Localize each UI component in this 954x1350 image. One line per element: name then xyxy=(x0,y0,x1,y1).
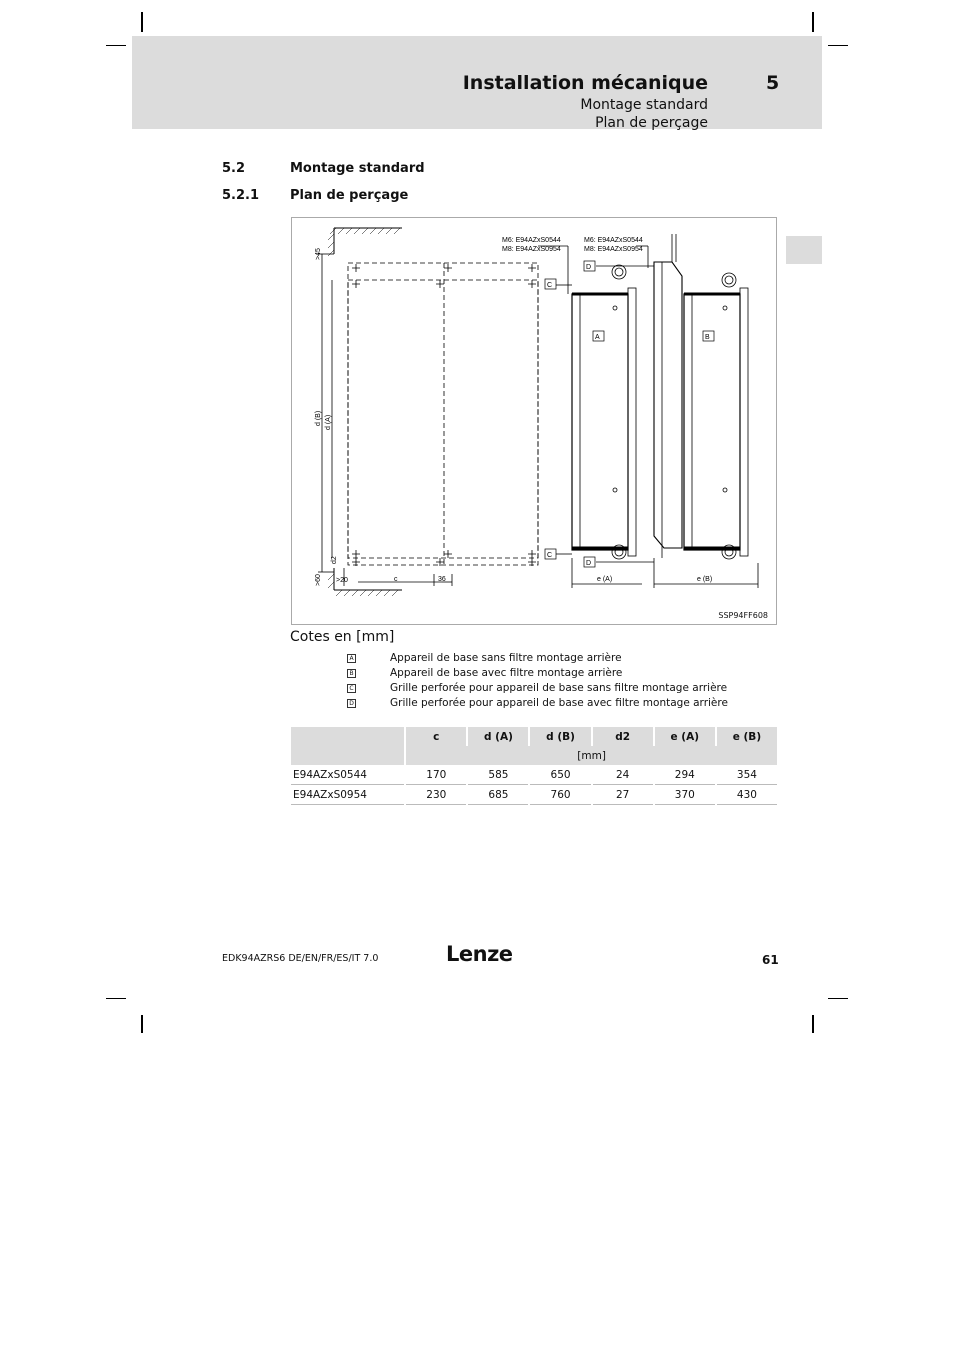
legend-text: Grille perforée pour appareil de base avec filtre montage arrière xyxy=(390,697,728,709)
figure-thread-label: M6: E94AZxS0544 xyxy=(502,237,561,244)
footer-document-id: EDK94AZRS6 DE/EN/FR/ES/IT 7.0 xyxy=(222,953,379,964)
table-unit-cell: [mm] xyxy=(405,746,777,765)
table-header-cell xyxy=(291,727,405,765)
page-number: 61 xyxy=(762,953,779,967)
crop-mark xyxy=(106,998,126,999)
table-header-row xyxy=(291,727,777,746)
table-header-cell: d2 xyxy=(592,727,654,746)
header-subtitle: Montage standard xyxy=(580,97,708,113)
table-cell: 585 xyxy=(467,765,529,785)
table-header-cell: c xyxy=(405,727,467,746)
table-header-cell: e (B) xyxy=(716,727,777,746)
legend-key: D xyxy=(347,699,356,708)
crop-mark xyxy=(141,12,143,32)
crop-mark xyxy=(828,998,848,999)
figure-key-label: C xyxy=(547,552,553,559)
figure-thread-label: M8: E94AZxS0954 xyxy=(502,246,561,253)
table-cell: 370 xyxy=(654,785,716,805)
table-cell: 354 xyxy=(716,765,777,785)
figure-dim-label: >60 xyxy=(315,574,322,586)
figure-dim-label: d (A) xyxy=(325,414,332,430)
figure-dim-label: e (B) xyxy=(697,576,713,583)
figure-thread-label: M8: E94AZxS0954 xyxy=(584,246,643,253)
chapter-title: Installation mécanique xyxy=(462,72,708,94)
figure-key-label: D xyxy=(586,560,592,567)
drilling-plan-drawing xyxy=(292,218,778,626)
table-row xyxy=(291,785,777,805)
dimensions-table xyxy=(291,727,777,805)
figure-dim-label: >45 xyxy=(315,248,322,260)
table-header-cell: d (B) xyxy=(529,727,591,746)
header-subtitle: Plan de perçage xyxy=(595,115,708,131)
figure-key-label: B xyxy=(705,334,710,341)
crop-mark xyxy=(828,45,848,46)
table-row xyxy=(291,765,777,785)
table-cell: 230 xyxy=(405,785,467,805)
figure-key-label: D xyxy=(586,264,592,271)
drilling-plan-figure xyxy=(291,217,777,625)
figure-thread-label: M6: E94AZxS0544 xyxy=(584,237,643,244)
dimensions-caption: Cotes en [mm] xyxy=(290,629,395,645)
legend-text: Appareil de base sans filtre montage arrière xyxy=(390,652,622,664)
legend-text: Grille perforée pour appareil de base sans filtre montage arrière xyxy=(390,682,728,694)
figure-dim-label: e (A) xyxy=(597,576,613,583)
table-cell: 24 xyxy=(592,765,654,785)
figure-dim-label: c xyxy=(394,576,398,583)
table-cell: 760 xyxy=(529,785,591,805)
legend-key: A xyxy=(347,654,356,663)
table-cell: 650 xyxy=(529,765,591,785)
figure-dim-label: d2 xyxy=(331,556,338,564)
table-cell: 27 xyxy=(592,785,654,805)
crop-mark xyxy=(812,12,814,32)
section-number: 5.2 xyxy=(222,161,246,176)
section-number: 5.2.1 xyxy=(222,188,260,203)
table-cell: 294 xyxy=(654,765,716,785)
chapter-number: 5 xyxy=(766,72,780,94)
table-cell-model: E94AZxS0544 xyxy=(291,765,405,785)
table-cell: 170 xyxy=(405,765,467,785)
legend-text: Appareil de base avec filtre montage arrière xyxy=(390,667,623,679)
section-title: Montage standard xyxy=(290,161,425,176)
table-header-cell: e (A) xyxy=(654,727,716,746)
crop-mark xyxy=(141,1015,143,1033)
legend-key: C xyxy=(347,684,356,693)
legend-key: B xyxy=(347,669,356,678)
figure-dim-label: 36 xyxy=(438,576,446,583)
chapter-side-tab xyxy=(786,236,822,264)
section-title: Plan de perçage xyxy=(290,188,409,203)
crop-mark xyxy=(812,1015,814,1033)
table-cell-model: E94AZxS0954 xyxy=(291,785,405,805)
table-cell: 430 xyxy=(716,785,777,805)
figure-id: SSP94FF608 xyxy=(718,611,768,620)
lenze-logo: Lenze xyxy=(446,942,513,966)
table-header-cell: d (A) xyxy=(467,727,529,746)
figure-dim-label: >20 xyxy=(336,577,348,584)
figure-key-label: A xyxy=(595,334,600,341)
crop-mark xyxy=(106,45,126,46)
figure-dim-label: d (B) xyxy=(315,410,322,426)
table-cell: 685 xyxy=(467,785,529,805)
figure-key-label: C xyxy=(547,282,553,289)
